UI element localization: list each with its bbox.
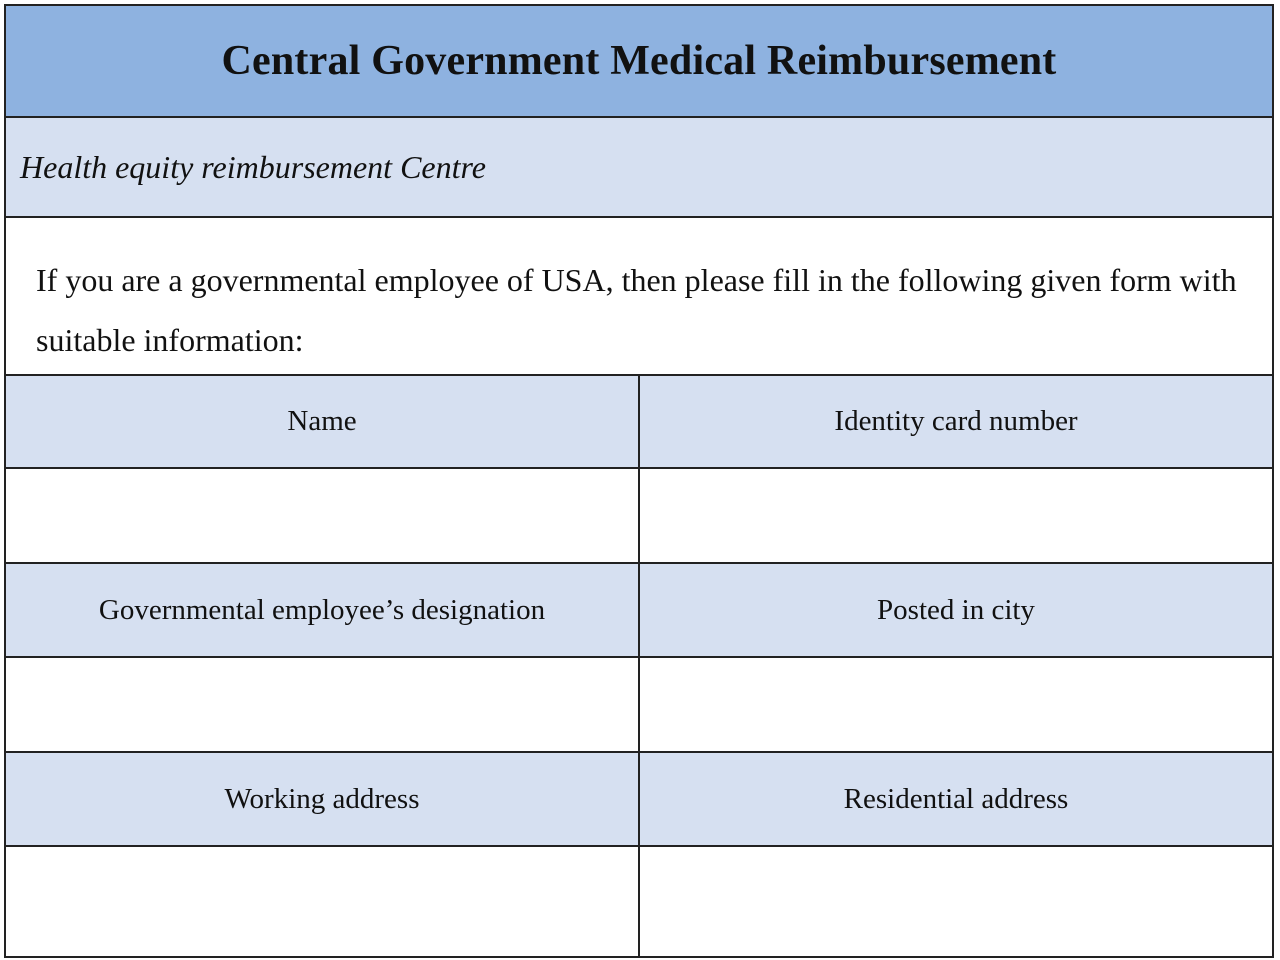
- designation-label: Governmental employee’s designation: [6, 564, 640, 658]
- title-bar: [6, 6, 1272, 118]
- instructions-block: [6, 218, 1272, 376]
- working-address-label: Working address: [6, 753, 640, 847]
- identity-card-number-label: Identity card number: [640, 376, 1272, 469]
- working-address-field[interactable]: [6, 847, 640, 956]
- reimbursement-form: [4, 4, 1274, 958]
- instructions-text: If you are a governmental employee of USA, then please fill in the following given form with suitable information:: [36, 262, 1237, 358]
- name-field[interactable]: [6, 469, 640, 564]
- name-label: Name: [6, 376, 640, 469]
- form-title: Central Government Medical Reimbursement: [221, 38, 1057, 84]
- posted-city-label: Posted in city: [640, 564, 1272, 658]
- residential-address-label: Residential address: [640, 753, 1272, 847]
- form-subtitle: Health equity reimbursement Centre: [20, 148, 486, 185]
- residential-address-field[interactable]: [640, 847, 1272, 956]
- fields-grid: [6, 376, 1272, 956]
- posted-city-field[interactable]: [640, 658, 1272, 753]
- subtitle-bar: [6, 118, 1272, 218]
- identity-card-number-field[interactable]: [640, 469, 1272, 564]
- designation-field[interactable]: [6, 658, 640, 753]
